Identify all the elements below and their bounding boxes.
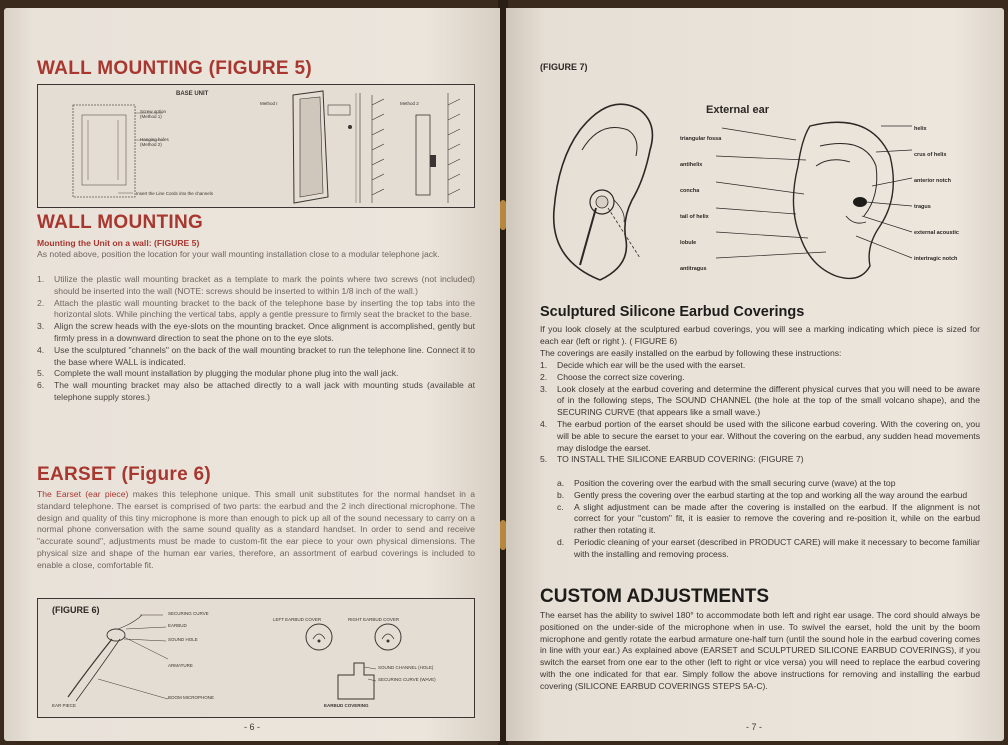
- earset-heading: EARSET (Figure 6): [37, 464, 212, 485]
- armature-label: ARMATURE: [168, 663, 193, 668]
- page-number-left: - 6 -: [244, 722, 261, 732]
- install-substeps: [557, 478, 980, 561]
- securing-curve-label: SECURING CURVE: [168, 611, 209, 616]
- ear-label-intertragic-notch: intertragic notch: [914, 256, 958, 262]
- covering-step-1: 1. Decide which ear will be the used with the earset.: [540, 360, 746, 370]
- ear-label-antihelix: antihelix: [680, 162, 703, 168]
- hanging-holes-label: Hanging holes (Method 2): [140, 137, 169, 147]
- screw-option-label: Screw option (Method 1): [140, 109, 167, 119]
- ear-piece-label: EAR PIECE: [52, 703, 77, 708]
- ear-label-helix: helix: [914, 126, 927, 132]
- ear-label-external-acoustic: external acoustic: [914, 230, 959, 236]
- insert-line-cords-label: Insert the Line Cords into the channels: [136, 191, 214, 196]
- earset-illustration: [38, 599, 474, 717]
- earbud-label: EARBUD: [168, 623, 187, 628]
- sculptured-coverings-heading: Sculptured Silicone Earbud Coverings: [540, 304, 805, 320]
- wall-step-2: 2. Attach the plastic wall mounting bracket to the back of the telephone base by inserting the top tabs into the horizontal slots. While pinching the vertical tabs, apply a gentle pressure to firmly seat the bracket to the base.: [37, 297, 475, 320]
- custom-adjustments-text: The earset has the ability to swivel 180° to accommodate both left and right ear usage. The cord should always be positioned on the under-side of the microphone when in use. To swivel the earset, hold the unit by the boom microphone and gently rotate the earbud armature one-half turn (until the sound hole in the earbud covering comes in line with your ear.) As explained above (EARSET and SCULPTURED SILICONE EARBUD COVERINGS), if you switch the earset from one ear to the other (left to right or vice versa) you will need to replace the earbud covering with the one indicated for that ear. Simply follow the above instructions for removing and installing the earbud covering (SILICONE EARBUD COVERINGS STEPS 5A-C).: [540, 610, 980, 691]
- page-number-right: - 7 -: [746, 722, 763, 732]
- wall-step-3: 3. Align the screw heads with the eye-slots on the mounting bracket. Once alignment is accomplished, gently but firmly press in a downward direction to seat the phone on to the eye slots.: [37, 321, 475, 343]
- substep-d: d. Periodic cleaning of your earset (described in PRODUCT CARE) will make it necessary to become familiar with the installing and removing process.: [557, 536, 980, 559]
- sculptured-intro-2: The coverings are easily installed on the earbud by following these instructions:: [540, 348, 842, 358]
- earset-paragraph: The Earset (ear piece) makes this telephone unique. This small unit substitutes for the normal handset in a standard telephone. The earset is comprised of two parts: the earbud and the 2 inch directional microphone. The design and quality of this tiny microphone is more than enough to pick up all of the sound necessary to carry on a normal phone conversation with the same sound quality as a standard handset. In order to send and receive "accurate sound", adjustments must be made to custom-fit the ear piece to your own physical dimensions. The physical size and shape of the human ear varies, therefore, an assortment of earbud coverings is included to enable a close, comfortable fit.: [37, 489, 476, 570]
- ear-with-earset-illustration: [540, 90, 660, 290]
- ear-label-tragus: tragus: [914, 204, 931, 210]
- figure-7-title: (FIGURE 7): [540, 62, 588, 72]
- ear-label-tail-of-helix: tail of helix: [680, 214, 709, 220]
- boom-microphone-label: BOOM MICROPHONE: [168, 695, 215, 700]
- figure-6-title: (FIGURE 6): [52, 605, 100, 615]
- sound-hole-label: SOUND HOLE: [168, 637, 198, 642]
- covering-step-4: 4. The earbud portion of the earset should be used with the silicone earbud covering. With the covering on, you will be able to secure the earset to your ear. Without the covering on the earbud, any sudden head movements may dislodge the earset.: [540, 418, 980, 453]
- mounting-subheading: Mounting the Unit on a wall: (FIGURE 5): [37, 238, 200, 248]
- wall-step-4: 4. Use the sculptured "channels" on the back of the wall mounting bracket to run the telephone line. Connect it to the base where WALL is indicated.: [37, 344, 475, 367]
- wall-step-6: 6. The wall mounting bracket may also be attached directly to a wall jack with mounting studs (available at telephone supply stores.): [37, 380, 475, 402]
- substep-a: a. Position the covering over the earbud with the small securing curve (wave) at the top: [557, 478, 896, 488]
- covering-step-2: 2. Choose the correct size covering.: [540, 371, 685, 382]
- covering-step-5: 5. TO INSTALL THE SILICONE EARBUD COVERING: (FIGURE 7): [540, 454, 804, 465]
- sound-channel-label: SOUND CHANNEL (HOLE): [378, 665, 434, 670]
- figure-5: [37, 84, 475, 208]
- earbud-covering-label: EARBUD COVERING: [324, 703, 369, 708]
- ear-label-crus-of-helix: crus of helix: [914, 152, 947, 158]
- ear-label-concha: concha: [680, 188, 700, 194]
- figure-6: [37, 598, 475, 718]
- left-page: [4, 8, 500, 741]
- left-earbud-cover-label: LEFT EARBUD COVER: [273, 617, 322, 622]
- method-1-label: Method I: [260, 101, 278, 106]
- ear-label-antitragus: antitragus: [680, 266, 707, 272]
- ear-label-anterior-notch: anterior notch: [914, 178, 951, 184]
- wall-mounting-heading: WALL MOUNTING: [37, 212, 204, 233]
- securing-curve-wave-label: SECURING CURVE (WAVE): [378, 677, 436, 682]
- external-ear-title: External ear: [706, 104, 769, 116]
- wall-step-1: 1. Utilize the plastic wall mounting bracket as a template to mark the points where two screws (not included) should be inserted into the wall (NOTE: screws should be inserted to within 1/8 inch of the wall.): [37, 274, 475, 296]
- wall-step-5: 5. Complete the wall mount installation by plugging the modular phone plug into the wall jack.: [37, 368, 399, 379]
- mounting-intro: As noted above, position the location for your wall mounting installation close to a modular telephone jack.: [37, 249, 440, 259]
- staple-bottom: [500, 520, 506, 550]
- covering-step-3: 3. Look closely at the earbud covering and determine the different physical curves that you will need to be aware of in the following steps, The SOUND CHANNEL (the hole at the top of the small volcano shape), and the SECURING CURVE (that appears like a small wave.): [540, 383, 980, 418]
- base-unit-label: BASE UNIT: [176, 91, 209, 97]
- covering-steps: [540, 360, 980, 466]
- ear-label-triangular-fossa: triangular fossa: [680, 136, 722, 142]
- custom-adjustments-heading: CUSTOM ADJUSTMENTS: [540, 586, 770, 607]
- method-2-label: Method 2: [400, 101, 419, 106]
- ear-labels-left: [680, 126, 721, 282]
- ear-labels-right: [914, 116, 959, 272]
- substep-c: c. A slight adjustment can be made after the covering is installed on the earbud. If the alignment is not correct for your "custom" fit, it is easier to remove the covering and re-position it, while on the earbud rather then rotating it.: [557, 501, 980, 536]
- substep-b: b. Gently press the covering over the earbud starting at the top and working all the way around the earbud: [557, 489, 968, 500]
- wall-mounting-figure-title: WALL MOUNTING (FIGURE 5): [37, 58, 312, 79]
- right-earbud-cover-label: RIGHT EARBUD COVER: [348, 617, 400, 622]
- ear-label-lobule: lobule: [680, 240, 697, 246]
- staple-top: [500, 200, 506, 230]
- sculptured-intro: If you look closely at the sculptured earbud coverings, you will see a marking indicating which piece is sized for each ear (left or right ). ( FIGURE 6): [540, 324, 980, 346]
- right-page: [506, 8, 1004, 741]
- wall-mount-steps: [37, 274, 475, 404]
